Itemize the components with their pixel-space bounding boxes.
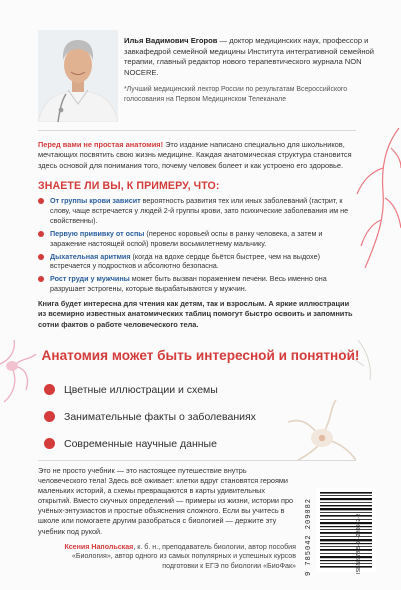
author-photo <box>38 30 118 122</box>
bullet-dot-icon <box>38 276 44 282</box>
reviewer-name: Ксения Напольская <box>64 542 134 551</box>
bullet-dot-icon <box>38 254 44 260</box>
intro-lead: Перед вами не простая анатомия! <box>38 140 164 149</box>
fact-item <box>38 252 350 272</box>
fact-item <box>38 196 350 226</box>
fact-lead: От группы крови зависит <box>50 196 141 205</box>
features-list <box>44 376 274 457</box>
bullet-dot-icon <box>38 231 44 237</box>
divider <box>38 130 356 131</box>
bullet-dot-icon <box>44 438 55 449</box>
summary-paragraph: Книга будет интересна для чтения как детям, так и взрослым. А яркие иллюстрации из всемирно известных анатомических таблиц помогут быстро освоить и запомнить сотни фактов о работе человеческого тела. <box>38 299 353 329</box>
fact-text: может быть вызван поражением печени. Весь именно она разрушает эстрогены, которые вырабатываются у мужчин. <box>50 274 327 294</box>
author-bio <box>124 36 386 105</box>
review-text: Это не просто учебник — это настоящее путешествие внутрь человеческого тела! Здесь всё оживает: клетки вдруг становятся героями маленьких историй, а схемы превращаются в карты удивительных открытий. Вместо скучных определений — примеры из жизни, истории про учёных-энтузиастов и простые объяснения сложного. Если вы учитесь в школе или помогаете другим разобраться с биологией — держите эту учебник под рукой. <box>38 466 294 536</box>
fact-lead: Рост груди у мужчины <box>50 274 130 284</box>
barcode-digits: 9 785042 209082 <box>305 497 313 576</box>
fact-lead: Первую прививку от оспы <box>50 228 145 238</box>
author-bio-text <box>124 36 386 78</box>
feature-item <box>44 376 274 403</box>
isbn-label: ISBN 978-5-04-220082-2 <box>356 513 362 574</box>
fact-text: вероятность развития тех или иных заболеваний (гастрит, к слову, чаще встречается у людей 2-й группы крови, зато психические заболевания им не свойственны). <box>50 196 349 225</box>
feature-label: Занимательные факты о заболеваниях <box>64 410 256 423</box>
feature-label: Современные научные данные <box>64 437 217 450</box>
feature-item <box>44 430 274 457</box>
fact-lead: Дыхательная аритмия <box>50 251 131 261</box>
bullet-dot-icon <box>44 411 55 422</box>
review-block <box>38 466 296 572</box>
author-bio-rest: — доктор медицинских наук, профессор и завкафедрой семейной медицины Института интегративной семейной терапии, главный редактор нового терапевтического журнала NON NOCERE. <box>124 36 375 77</box>
facts-heading: ЗНАЕТЕ ЛИ ВЫ, К ПРИМЕРУ, ЧТО: <box>38 180 220 192</box>
reviewer-credentials: , к. б. н., преподаватель биологии, автор пособия «Биология», автор одного из самых популярных и успешных курсов подготовки к ЕГЭ по биологии «БиоФак» <box>71 542 296 571</box>
slogan-heading: Анатомия может быть интересной и понятной! <box>41 348 360 363</box>
author-award: *Лучший медицинский лектор России по результатам Всероссийского голосования на Первом Медицинском Телеканале <box>124 86 348 103</box>
vessel-illustration <box>341 128 401 268</box>
fact-text: (перенос коровьей оспы в ранку человека, а затем и заражение настоящей оспой) провели восьмилетнему мальчику. <box>50 228 323 248</box>
intro-paragraph <box>38 140 354 171</box>
author-name: Илья Вадимович Егоров <box>124 36 218 45</box>
fact-item <box>38 229 350 249</box>
feature-label: Цветные иллюстрации и схемы <box>64 383 218 396</box>
bullet-dot-icon <box>38 198 44 204</box>
bullet-dot-icon <box>44 384 55 395</box>
facts-list <box>38 196 350 297</box>
divider <box>38 460 356 461</box>
fact-item <box>38 274 350 294</box>
review-signature <box>38 543 296 572</box>
feature-item <box>44 403 274 430</box>
intro-text: Это издание написано специально для школьников, мечтающих посвятить свою жизнь медицине. Каждая анатомическая структура становится здесь основой для понимания того, почему человек болеет и как устроено его здоровье. <box>38 140 352 170</box>
fact-text: (когда на вдохе сердце бьётся быстрее, чем на выдохе) встречается у подростков и абсолютно безопасна. <box>50 251 320 271</box>
